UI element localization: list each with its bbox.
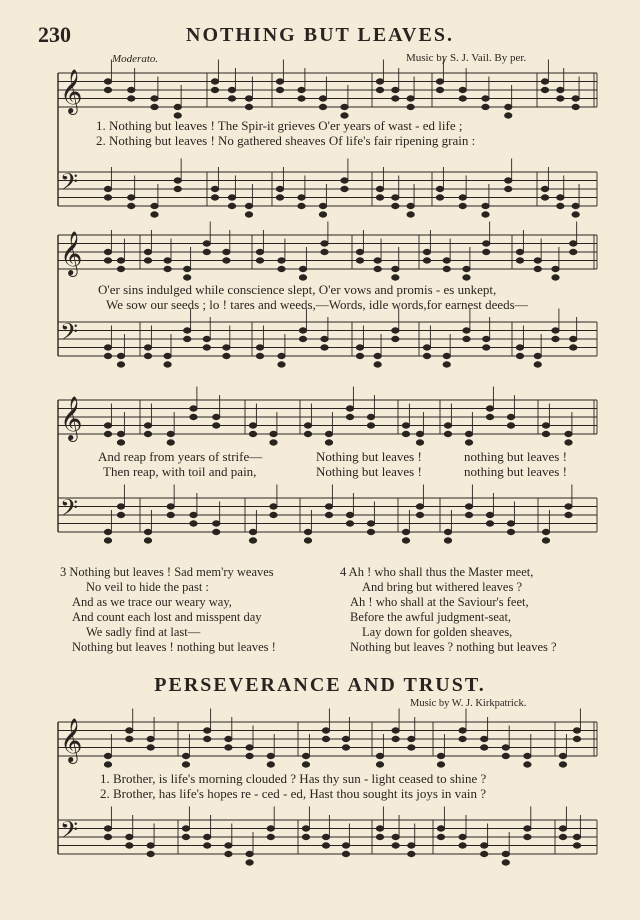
verse3-line: And as we trace our weary way, [72,595,232,609]
verse3-line: We sadly find at last— [86,625,201,639]
verse4-line: 4 Ah ! who shall thus the Master meet, [340,565,534,579]
lyric-line: nothing but leaves ! [464,449,567,464]
lyric-line: And reap from years of strife— [98,449,263,464]
verse4-line: Lay down for golden sheaves, [362,625,513,639]
svg-text:𝄞: 𝄞 [60,231,83,275]
lyric-line: We sow our seeds ; lo ! tares and weeds,—Words, idle words,for earnest deeds— [106,297,528,312]
verse4-line: Nothing but leaves ? nothing but leaves ? [350,640,557,654]
svg-text:𝄢: 𝄢 [60,816,79,849]
svg-text:𝄢: 𝄢 [60,494,79,527]
svg-text:𝄞: 𝄞 [60,718,83,762]
composer-credit: Music by W. J. Kirkpatrick. [410,698,527,709]
lyric-line: Then reap, with toil and pain, [103,464,257,479]
lyric-line: O'er sins indulged while conscience slept, O'er vows and promis - es unkept, [98,282,497,297]
verse4-line: Before the awful judgment-seat, [350,610,512,624]
svg-text:𝄞: 𝄞 [60,69,83,113]
composer-credit: Music by S. J. Vail. By per. [406,52,527,64]
svg-text:𝄢: 𝄢 [60,318,79,351]
verse3-line: 3 Nothing but leaves ! Sad mem'ry weaves [60,565,274,579]
lyric-line: 2. Nothing but leaves ! No gathered sheaves Of life's fair ripening grain : [96,133,476,148]
verse3-line: Nothing but leaves ! nothing but leaves ! [72,640,276,654]
verse3-line: No veil to hide the past : [86,580,209,594]
lyric-line: 1. Brother, is life's morning clouded ? Has thy sun - light ceased to shine ? [100,771,487,786]
lyric-line: 1. Nothing but leaves ! The Spir-it grieves O'er years of wast - ed life ; [96,118,463,133]
hymn-title: PERSEVERANCE AND TRUST. [154,674,486,696]
page-number: 230 [38,22,71,47]
verse3-line: And count each lost and misspent day [72,610,262,624]
lyric-line: Nothing but leaves ! [316,464,422,479]
svg-text:𝄞: 𝄞 [60,396,83,440]
lyric-line: 2. Brother, has life's hopes re - ced - ed, Hast thou sought its joys in vain ? [100,786,486,801]
svg-text:𝄢: 𝄢 [60,168,79,201]
lyric-line: Nothing but leaves ! [316,449,422,464]
verse4-line: Ah ! who shall at the Saviour's feet, [350,595,529,609]
hymn-title: NOTHING BUT LEAVES. [186,24,454,46]
verse4-line: And bring but withered leaves ? [362,580,523,594]
tempo-marking: Moderato. [112,53,159,65]
lyric-line: nothing but leaves ! [464,464,567,479]
